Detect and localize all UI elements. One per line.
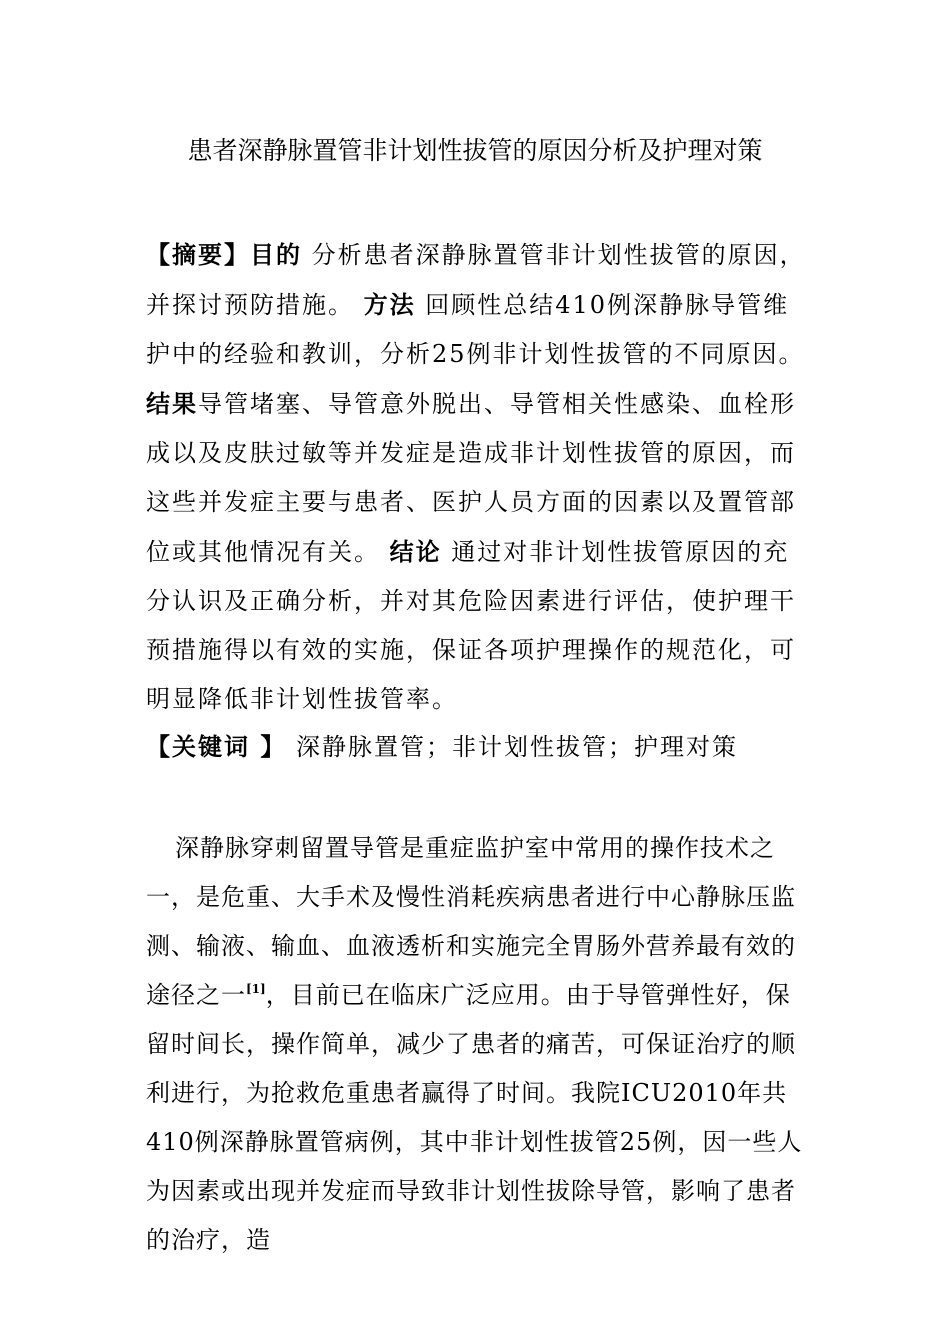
- method-text: 回顾性总结410例深静脉导管维护中的经验和教训，分析25例非计划性拔管的不同原因。: [146, 291, 805, 368]
- conclusion-label: 结论: [389, 537, 442, 566]
- result-label: 结果: [146, 389, 198, 418]
- result-text: 导管堵塞、导管意外脱出、导管相关性感染、血栓形成以及皮肤过敏等并发症是造成非计划性拔管的原因，而这些并发症主要与患者、医护人员方面的因素以及置管部位或其他情况有关。: [146, 390, 796, 566]
- body-paragraph: [146, 824, 814, 1265]
- purpose-label: 目的: [250, 240, 302, 269]
- keywords-text: 深静脉置管；非计划性拔管；护理对策: [286, 733, 738, 761]
- body-text-before-ref: 深静脉穿刺留置导管是重症监护室中常用的操作技术之一，是危重、大手术及慢性消耗疾病患者进行中心静脉压监测、输液、输血、血液透析和实施完全胃肠外营养最有效的途径之一: [146, 834, 796, 1009]
- reference-mark[interactable]: [1]: [246, 982, 266, 996]
- abstract-label: 【摘要】: [146, 240, 250, 269]
- body-text-after-ref: ，目前已在临床广泛应用。由于导管弹性好，保留时间长，操作简单，减少了患者的痛苦，可保证治疗的顺利进行，为抢救危重患者赢得了时间。我院ICU2010年共410例深静脉置管病例，其中非计划性拔管25例，因一些人为因素或出现并发症而导致非计划性拔除导管，影响了患者的治疗，造: [146, 981, 803, 1254]
- abstract-paragraph: [146, 230, 814, 724]
- method-label: 方法: [363, 290, 416, 319]
- paper-title: 患者深静脉置管非计划性拔管的原因分析及护理对策: [187, 136, 763, 165]
- keywords-line: [146, 727, 814, 767]
- purpose-text: 分析患者深静脉置管非计划性拔管的原因，并探讨预防措施。: [146, 241, 806, 319]
- keywords-label: 【关键词 】: [146, 732, 287, 761]
- conclusion-text: 通过对非计划性拔管原因的充分认识及正确分析，并对其危险因素进行评估，使护理干预措施得以有效的实施，保证各项护理操作的规范化，可明显降低非计划性拔管率。: [146, 538, 796, 713]
